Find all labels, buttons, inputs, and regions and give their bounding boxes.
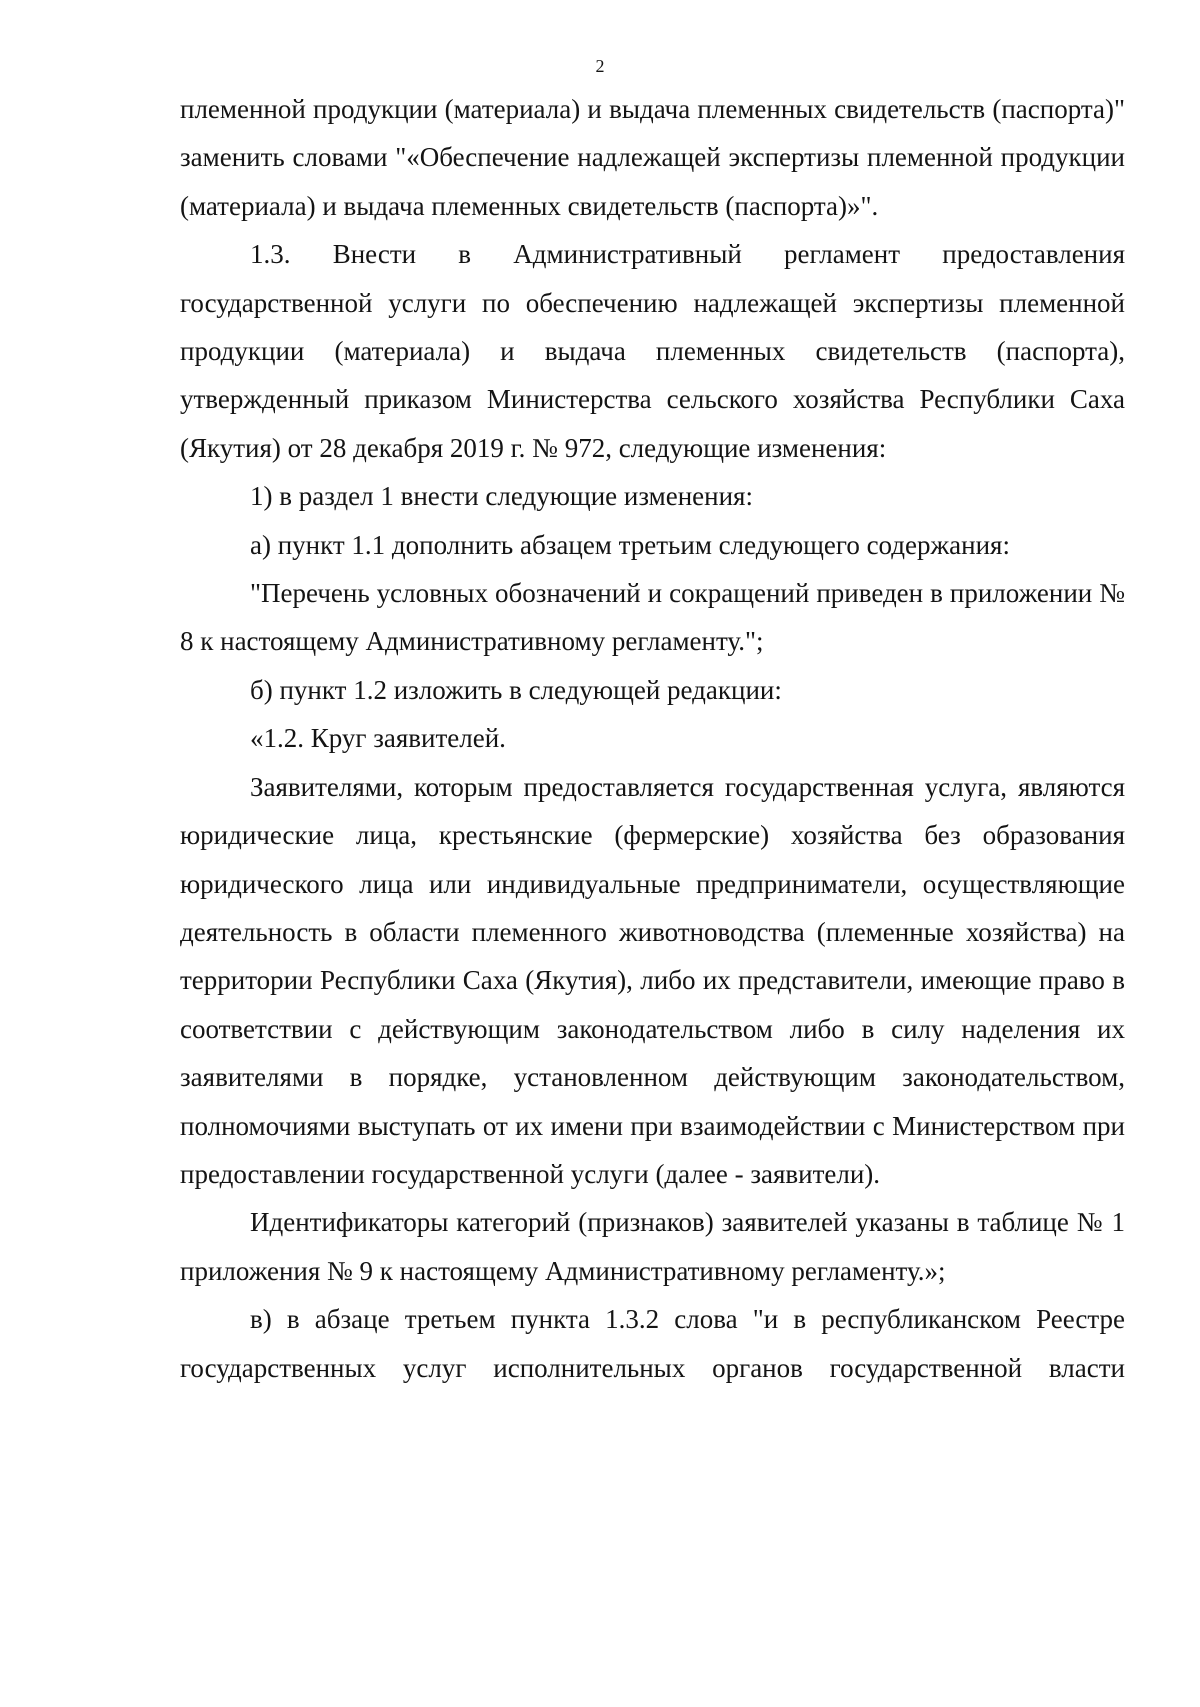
paragraph-applicants: Заявителями, которым предоставляется государственная услуга, являются юридические лица, крестьянские (фермерские) хозяйства без образования юридического лица или индивидуальные предприниматели, осуществляющие деятельность в области племенного животноводства (племенные хозяйства) на территории Республики Саха (Якутия), либо их представители, имеющие право в соответствии с действующим законодательством либо в силу наделения их заявителями в порядке, установленном действующим законодательством, полномочиями выступать от их имени при взаимодействии с Министерством при предоставлении государственной услуги (далее - заявители).: [180, 771, 1125, 1189]
paragraph-quote-list: "Перечень условных обозначений и сокращений приведен в приложении № 8 к настоящему Административному регламенту.";: [180, 578, 1125, 657]
paragraph-continuation: племенной продукции (материала) и выдача племенных свидетельств (паспорта)" заменить словами "«Обеспечение надлежащей экспертизы племенной продукции (материала) и выдача племенных свидетельств (паспорта)»".: [180, 94, 1125, 221]
paragraph-subitem-1: 1) в раздел 1 внести следующие изменения:: [250, 481, 753, 512]
paragraph-item-1-3: 1.3. Внести в Административный регламент предоставления государственной услуги по обеспечению надлежащей экспертизы племенной продукции (материала) и выдача племенных свидетельств (паспорта), утвержденный приказом Министерства сельского хозяйства Республики Саха (Якутия) от 28 декабря 2019 г. № 972, следующие изменения:: [180, 239, 1125, 463]
paragraph-subitem-b: б) пункт 1.2 изложить в следующей редакции:: [250, 674, 782, 705]
paragraph-identifiers: Идентификаторы категорий (признаков) заявителей указаны в таблице № 1 приложения № 9 к настоящему Административному регламенту.»;: [180, 1207, 1125, 1286]
paragraph-subitem-a: а) пункт 1.1 дополнить абзацем третьим следующего содержания:: [250, 529, 1010, 560]
paragraph-heading-1-2: «1.2. Круг заявителей.: [250, 723, 506, 754]
page-number: 2: [595, 56, 605, 76]
paragraph-subitem-v: в) в абзаце третьем пункта 1.3.2 слова "и в республиканском Реестре государственных услуг исполнительных органов государственной власти: [180, 1304, 1125, 1383]
document-body: [180, 85, 1125, 1392]
